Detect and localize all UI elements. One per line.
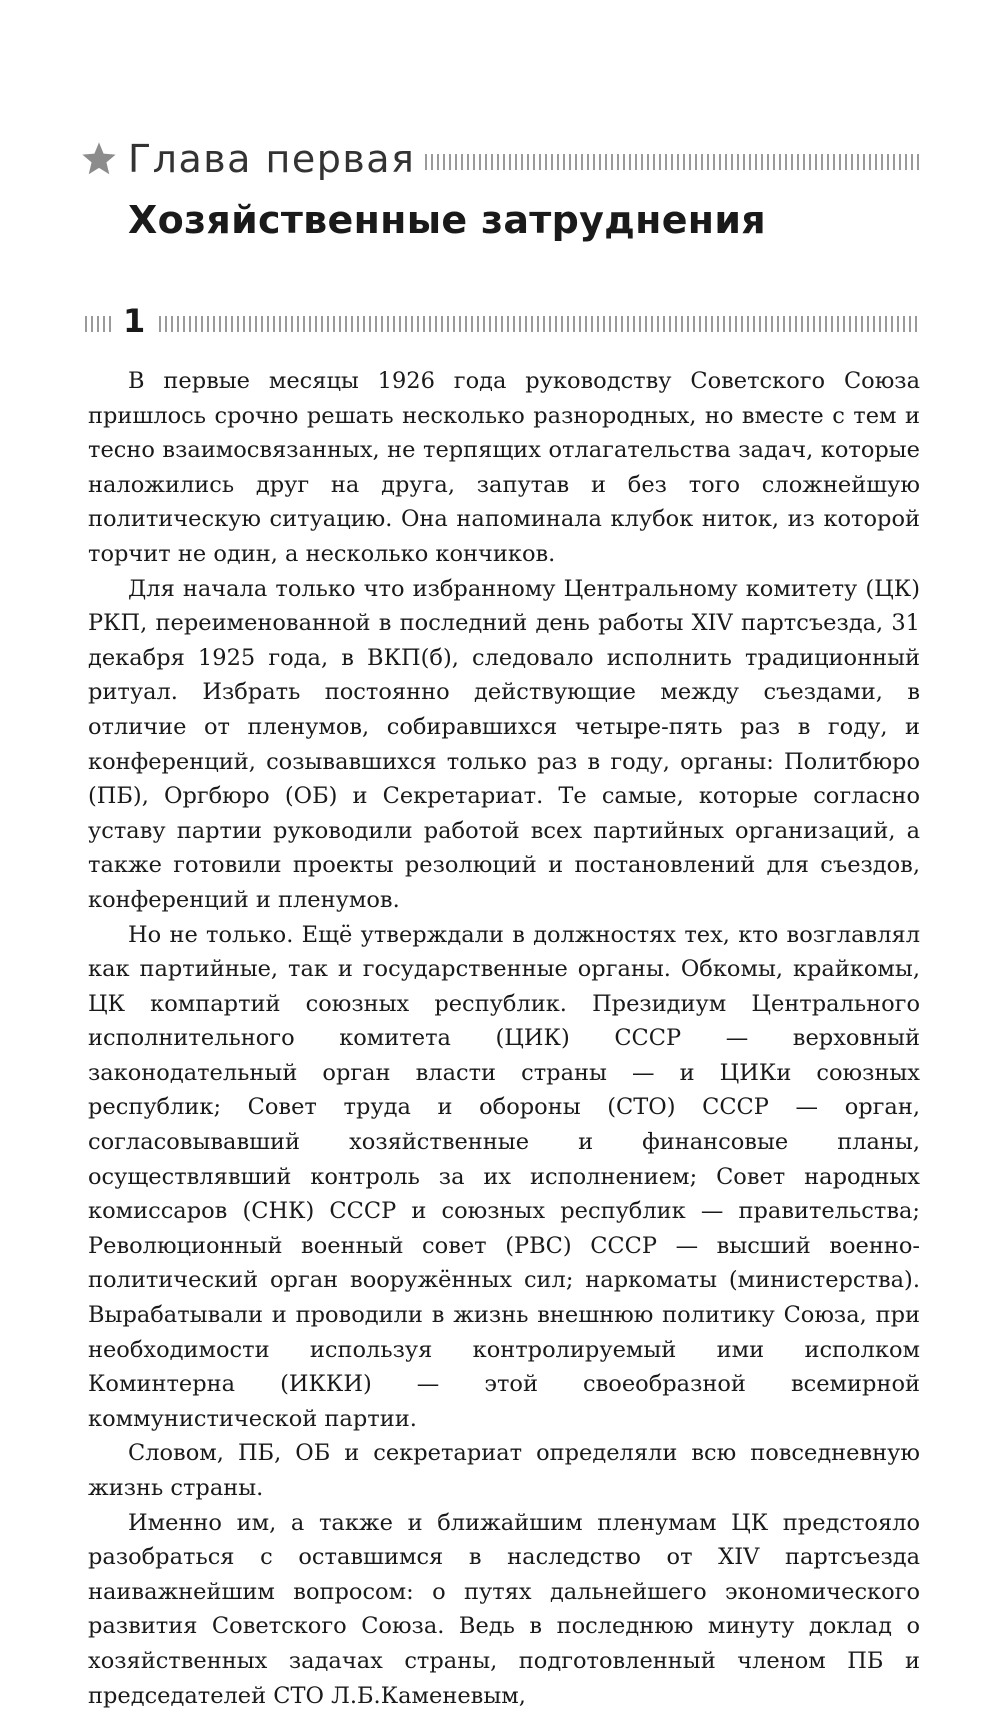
star-icon: [80, 140, 118, 178]
paragraph: Для начала только что избранному Центральному комитету (ЦК) РКП, переименованной в последний день работы XIV партсъезда, 31 декабря 1925 года, в ВКП(б), следовало исполнить традиционный ритуал. Избрать постоянно действующие между съездами, в отличие от пленумов, собиравшихся четыре-пять раз в году, и конференций, созывавшихся только раз в году, органы: Политбюро (ПБ), Оргбюро (ОБ) и Секретариат. Те самые, которые согласно уставу партии руководили работой всех партийных организаций, а также готовили проекты резолюций и постановлений для съездов, конференций и пленумов.: [88, 575, 920, 913]
section-heading: [85, 303, 920, 343]
chapter-heading: [80, 138, 920, 188]
section-tick-rule-right: [159, 316, 920, 332]
paragraph: Но не только. Ещё утверждали в должностях тех, кто возглавлял как партийные, так и государственные органы. Обкомы, крайкомы, ЦК компартий союзных республик. Президиум Центрального исполнительного комитета (ЦИК) СССР — верховный законодательный орган власти страны — и ЦИКи союзных республик; Совет труда и обороны (СТО) СССР — орган, согласовывавший хозяйственные и финансовые планы, осуществлявший контроль за их исполнением; Совет народных комиссаров (СНК) СССР и союзных республик — правительства; Революционный военный совет (РВС) СССР — высший военно-политический орган вооружённых сил; наркоматы (министерства). Вырабатывали и проводили в жизнь внешнюю политику Союза, при необходимости используя контролируемый ими исполком Коминтерна (ИККИ) — этой своеобразной всемирной коммунистической партии.: [88, 921, 920, 1432]
paragraph: В первые месяцы 1926 года руководству Советского Союза пришлось срочно решать несколько разнородных, но вместе с тем и тесно взаимосвязанных, не терпящих отлагательства задач, которые наложились друг на друга, запутав и без того сложнейшую политическую ситуацию. Она напоминала клубок ниток, из которой торчит не один, а несколько кончиков.: [88, 368, 920, 567]
section-tick-rule-left: [85, 316, 111, 332]
section-number: 1: [123, 302, 146, 340]
paragraph: Именно им, а также и ближайшим пленумам ЦК предстояло разобраться с оставшимся в наследство от XIV партсъезда наиважнейшим вопросом: о путях дальнейшего экономического развития Советского Союза. Ведь в последнюю минуту доклад о хозяйственных задачах страны, подготовленный членом ПБ и председателей СТО Л.Б.Каменевым,: [88, 1509, 920, 1709]
chapter-title: Хозяйственные затруднения: [128, 198, 766, 242]
chapter-label: Глава первая: [128, 137, 416, 181]
body-text: [88, 364, 920, 1713]
chapter-tick-rule: [425, 154, 920, 170]
paragraph: Словом, ПБ, ОБ и секретариат определяли всю повседневную жизнь страны.: [88, 1440, 920, 1501]
